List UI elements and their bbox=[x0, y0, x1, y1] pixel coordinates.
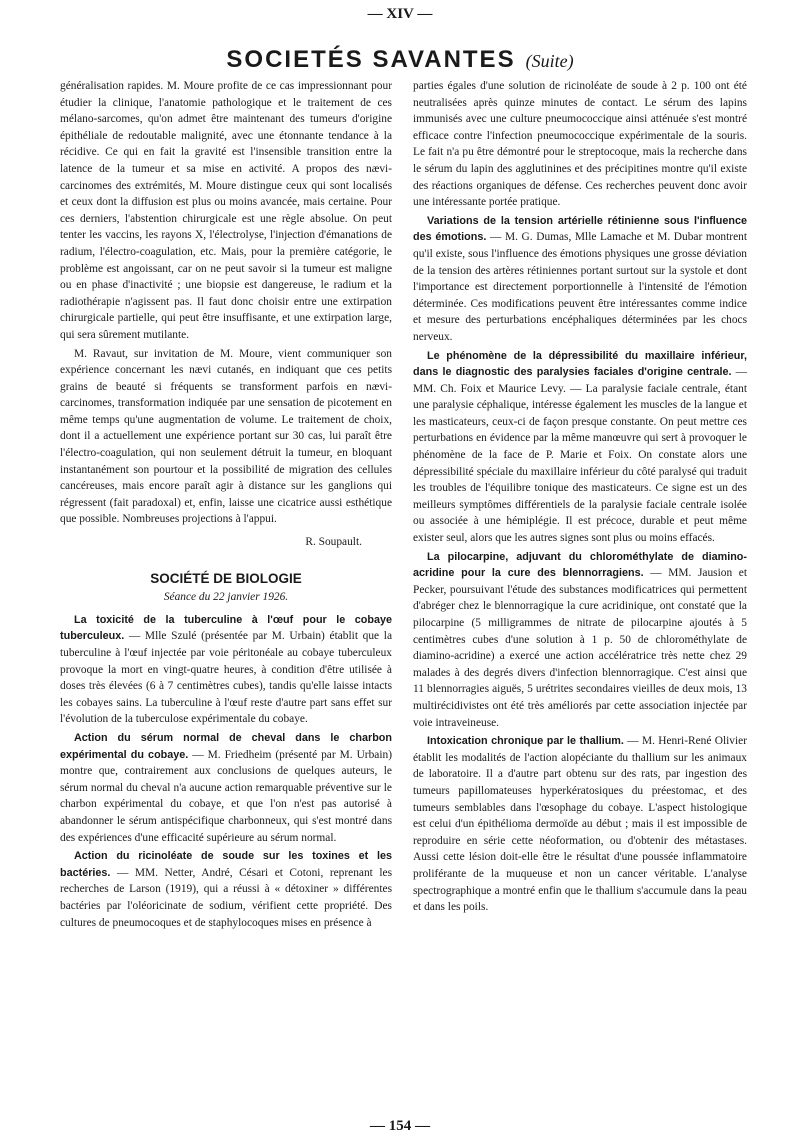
article-title: Variations de la tension artérielle rétinienne sous l'influence des émotions. bbox=[413, 214, 747, 244]
article-maxillaire bbox=[413, 348, 747, 547]
article-body: — M. Henri-René Olivier établit les modalités de l'action alopéciante du thallium sur les animaux de laboratoire. Il a d'autre part obtenu sur des rats, par ingestion des tumeurs papillomateuses hyperkératosiques du préestomac, et des tumeurs semblables dans l'œsophage du cobaye. L'aspect histologique est celui d'un épithélioma dermoïde au début ; mais il est impossible de reproduire en série cette néoformation, ou d'obtenir des métastases. Aussi cette lésion doit-elle être le résultat d'une poussée inflammatoire proliférante de la muqueuse et non un cancer véritable. L'analyse spectrographique a montré enfin que le thallium s'accumule dans la peau et dans les poils. bbox=[413, 735, 747, 914]
article-title: La toxicité de la tuberculine à l'œuf pour le cobaye tuberculeux. bbox=[60, 613, 392, 643]
article-serum-cheval bbox=[60, 730, 392, 846]
article-body: — MM. Jausion et Pecker, poursuivant l'étude des substances modificatrices qui permettent d'abréger chez le blennorragique la cure acridinique, ont constaté que la pilocarpine (5 milligrammes de nitrate de pilocarpine ajoutés à 5 centimètres cubes d'une solution à 1 p. 50 de chlorométhylate de diamino-acridine) a exercé une action accélératrice très nette chez 29 malades à des degrés divers d'infection blennorragique. C'est ainsi que 11 blennorragies aiguës, 5 urétrites secondaires vieilles de deux mois, 13 multirécidivistes ont été très améliorés par cette association injectée par voie intraveineuse. bbox=[413, 567, 747, 729]
article-title: Intoxication chronique par le thallium. bbox=[427, 735, 624, 748]
article-title: Action du ricinoléate de soude sur les toxines et les bactéries. bbox=[60, 850, 392, 879]
article-tuberculine bbox=[60, 612, 392, 728]
article-title: Le phénomène de la dépressibilité du maxillaire inférieur, dans le diagnostic des paralysies faciales d'origine centrale. bbox=[413, 349, 747, 379]
paragraph-moure: généralisation rapides. M. Moure profite de ce cas impressionnant pour étudier la clinique, l'anatomie pathologique et le traitement de ces mélano-sarcomes, qu'on admet être maintenant des tumeurs d'origine épithéliale de redoutable malignité, avec une étonnante tendance à la récidive. Ce qui en fait la gravité est l'insensible transition entre la latence de la tumeur et sa mise en activité. A propos des nævi-carcinomes des extrémités, M. Moure distingue ceux qui sont localisés et ceux dont la diffusion est plus ou moins avancée, mais certaine. Pour ces derniers, l'abstention chirurgicale est une règle absolue. On peut tenter les vaccins, les rayons X, l'électrolyse, l'injection d'émanations de radium, l'électro-coagulation, etc. Mais, pour la première catégorie, le problème est angoissant, car on ne peut savoir si la tumeur est maligne ou en phase d'inactivité ; une biopsie est dangereuse, le radium et la radiothérapie n'agissent pas. Il faut donc choisir entre une extirpation chirurgicale partielle, qui peut être insuffisante, et une extirpation large, qui sera sûrement mutilante. bbox=[60, 80, 392, 341]
right-column bbox=[413, 78, 747, 918]
section-date: Séance du 22 janvier 1926. bbox=[163, 591, 289, 604]
article-tension-retinienne bbox=[413, 213, 747, 346]
header-suite: (Suite) bbox=[525, 51, 574, 71]
paragraph-ravaut: M. Ravaut, sur invitation de M. Moure, vient communiquer son expérience concernant les nævi cutanés, en indiquant que ces petits grains de beauté si fréquents se transforment parfois en nævi-carcinomes, transformation indiquée par une sensation de picotement en même temps qu'une augmentation de volume. Le traitement de choix, dont il a actuellement une expérience portant sur 30 cas, lui paraît être l'électro-coagulation, qui non seulement détruit la tumeur, en bloquant instantanément son pourtour et la possibilité de migration des cellules cancéreuses, mais encore paraît agir à distance sur les ganglions qui régressent (fait paradoxal) et, enfin, laisse une cicatrice aussi esthétique que possible. Nombreuses projections à l'appui. bbox=[60, 347, 392, 526]
article-pilocarpine bbox=[413, 549, 747, 732]
page-number-roman: — XIV — bbox=[367, 6, 433, 22]
article-title: Action du sérum normal de cheval dans le charbon expérimental du cobaye. bbox=[60, 731, 392, 761]
left-column bbox=[60, 78, 392, 933]
article-body: — Mlle Szulé (présentée par M. Urbain) établit que la tuberculine à l'œuf injectée par voie péritonéale au cobaye tuberculeux provoque la mort en vingt-quatre heures, à condition d'être utilisée à doses très élevées (6 à 7 centimètres cubes), tandis qu'elle laisse intacts les cobayes sains. La tuberculine à l'œuf reste d'autre part sans effet sur l'évolution de la tuberculose expérimentale du cobaye. bbox=[60, 630, 392, 726]
article-body: — MM. Ch. Foix et Maurice Levy. — La paralysie faciale centrale, étant une paralysie céphalique, intéresse également les muscles de la langue et les masticateurs, ceux-ci de façon presque constante. On peut mettre ces perturbations en évidence par la même manœuvre qui sert à provoquer le phénomène de la face de P. Marie et Foix. On constate alors une dépressibilité spéciale du maxillaire inférieur du côté paralysé qui traduit les troubles de l'équilibre tonique des masticateurs. Ce signe est un des meilleurs symptômes différentiels de la paralysie faciale centrale isolée ou associée à une hémiplégie. Il est précoce, durable et peut même exister seul, alors que les autres signes sont plus ou moins effacés. bbox=[413, 366, 747, 545]
article-body: — MM. Netter, André, Césari et Cotoni, reprenant les recherches de Larson (1919), qui a réussi à « détoxiner » différentes bactéries par l'oléoricinate de sodium, vérifient cette propriété. Des cultures de pneumocoques et de staphylocoques mises en présence à bbox=[60, 866, 392, 929]
article-title: La pilocarpine, adjuvant du chlorométhylate de diamino-acridine pour la cure des blennorragiens. bbox=[413, 550, 747, 580]
page-header bbox=[0, 46, 800, 74]
article-thallium bbox=[413, 733, 747, 916]
header-title: SOCIETÉS SAVANTES bbox=[226, 46, 516, 73]
page-number: — 154 — bbox=[370, 1118, 430, 1134]
article-body: — M. Friedheim (présenté par M. Urbain) montre que, contrairement aux conclusions de quelques auteurs, le sérum normal du cheval n'a aucune action remarquable préventive sur le charbon expérimental du cobaye, et que l'on n'est pas autorisé à abandonner le sérum antispécifique charbonneux, qui s'est montré dans des expériences d'une efficacité supérieure au sérum normal. bbox=[60, 748, 392, 844]
paragraph-continuation: parties égales d'une solution de ricinoléate de soude à 2 p. 100 ont été neutralisées après quinze minutes de contact. Le sérum des lapins immunisés avec une culture pneumococcique ainsi atténuée s'est montré efficace contre l'infection pneumococcique expérimentale de la souris. Le fait n'a pu être démontré pour le streptocoque, mais la recherche dans le sérum du lapin des agglutinines et des précipitines montre qu'il existe des réactions organiques de défense. Ces recherches peuvent donc avoir une intéressante portée pratique. bbox=[413, 80, 747, 209]
article-ricinoleate bbox=[60, 848, 392, 931]
article-body: — M. G. Dumas, Mlle Lamache et M. Dubar montrent qu'il existe, sous l'influence des émotions physiques une grosse déviation de la tension des artères rétiniennes portant surtout sur la systole et dont l'importance est directement porportionnelle à l'intensité de l'émotion déterminée. Ces modifications peuvent être intéressantes comme indice et mesure des perturbations encéphaliques déterminées par les chocs nerveux. bbox=[413, 231, 747, 343]
signature: R. Soupault. bbox=[305, 536, 362, 549]
section-title: SOCIÉTÉ DE BIOLOGIE bbox=[150, 570, 302, 586]
